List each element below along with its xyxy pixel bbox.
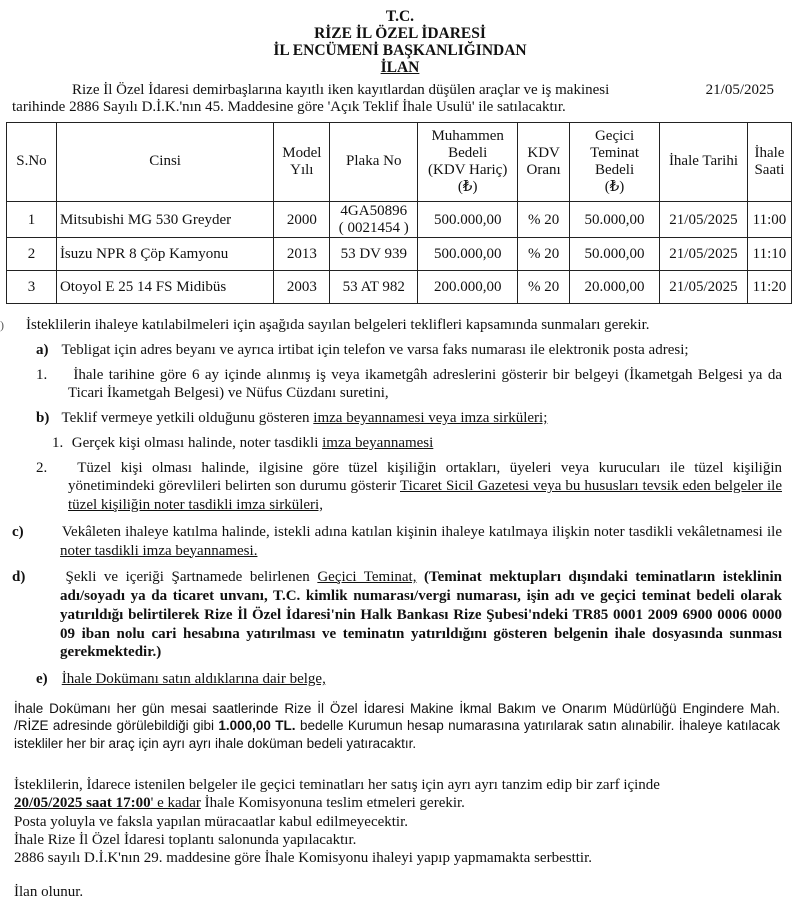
cell-saat: 11:00 <box>747 202 791 238</box>
req-c-label: c) <box>12 523 24 540</box>
col-header-muhammen-l1: Muhammen <box>431 127 504 144</box>
req-d-label: d) <box>12 569 26 586</box>
table-header-row <box>7 123 792 202</box>
closing-line-3: Posta yoluyla ve faksla yapılan müracaatlar kabul edilmeyecektir. <box>14 813 409 830</box>
req-e-label: e) <box>36 671 48 687</box>
intro-date: 21/05/2025 <box>705 82 774 98</box>
header-tc: T.C. <box>385 8 415 25</box>
cell-teminat: 20.000,00 <box>570 271 660 304</box>
dokuman-fee: 1.000,00 TL. <box>218 718 296 734</box>
col-header-saat <box>747 123 791 202</box>
closing-line-1: İsteklilerin, İdarece istenilen belgeler ile geçici teminatları her satış için ayrı ayrı tanzim edip bir zarf içinde <box>14 777 660 793</box>
cell-model: 2013 <box>274 238 330 271</box>
document-fee-paragraph <box>14 700 780 752</box>
cell-tarih: 21/05/2025 <box>660 238 748 271</box>
cell-muhammen: 200.000,00 <box>418 271 518 304</box>
col-header-muhammen <box>418 123 518 202</box>
dokuman-text-2: bedelle Kurumun hesap numarasına yatırılarak satın alınabilir. İhaleye katılacak istekliler her bir araç için ayrı ayrı ihale doküman bedeli yatıracaktır. <box>14 718 780 751</box>
table-row <box>7 202 792 238</box>
req-b2-text: Tüzel kişi olması halinde, ilgisine göre tüzel kişiliğin ortakları, üyeleri veya kurucuları ile tüzel kişiliğin yönetimindeki görevlileri belirten son durumu gösterir <box>68 459 782 495</box>
col-header-sno: S.No <box>7 123 57 202</box>
req-d-text: Şekli ve içeriği Şartnamede belirlenen <box>65 569 318 586</box>
cell-cinsi: Mitsubishi MG 530 Greyder <box>56 202 273 238</box>
col-header-tarih: İhale Tarihi <box>660 123 748 202</box>
cell-model: 2000 <box>274 202 330 238</box>
closing-final: İlan olunur. <box>14 884 84 901</box>
requirements-section <box>12 316 782 689</box>
requirements-intro: İsteklilerin ihaleye katılabilmeleri için aşağıda sayılan belgeleri teklifleri kapsamında sunmaları gerekir. <box>26 317 650 333</box>
cell-kdv: % 20 <box>518 238 570 271</box>
closing-line-5: 2886 sayılı D.İ.K'nın 29. maddesine göre İhale Komisyonu ihaleyi yapıp yapmamakta serbesttir. <box>14 850 592 867</box>
col-header-saat-l2: Saati <box>754 162 785 178</box>
col-header-teminat <box>570 123 660 202</box>
cell-saat: 11:20 <box>747 271 791 304</box>
cell-sno: 2 <box>7 238 57 271</box>
req-item-a <box>12 341 782 360</box>
intro-paragraph <box>12 82 782 117</box>
req-item-d <box>12 568 782 662</box>
closing-line-4: İhale Rize İl Özel İdaresi toplantı salonunda yapılacaktır. <box>14 831 357 848</box>
col-header-muhammen-l2: Bedeli <box>448 144 488 161</box>
cell-kdv: % 20 <box>518 202 570 238</box>
req-a1-num: 1. <box>36 366 48 383</box>
intro-line-2: tarihinde 2886 Sayılı D.İ.K.'nın 45. Maddesine göre 'Açık Teklif İhale Usulü' ile satılacaktır. <box>12 99 566 116</box>
cell-plaka-line2: ( 0021454 ) <box>338 219 409 236</box>
table-row <box>7 238 792 271</box>
req-b2-text-underlined: Ticaret Sicil Gazetesi veya bu hususları tevsik eden belgeler ile tüzel kişiliğin noter tasdikli imza sirküleri, <box>68 478 782 513</box>
cell-model: 2003 <box>274 271 330 304</box>
dokuman-text-1: İhale Dokümanı her gün mesai saatlerinde Rize İl Özel İdaresi Makine İkmal Bakım ve Onarım Müdürlüğü Engindere Mah. /RİZE adresinde görülebildiği gibi <box>14 701 780 734</box>
closing-deadline-rest: ' e kadar <box>150 795 201 812</box>
col-header-cinsi: Cinsi <box>56 123 273 202</box>
header-ilan: İLAN <box>380 59 420 77</box>
cell-teminat: 50.000,00 <box>570 238 660 271</box>
req-item-e <box>12 670 782 689</box>
cell-sno: 3 <box>7 271 57 304</box>
cell-saat: 11:10 <box>747 238 791 271</box>
cell-tarih: 21/05/2025 <box>660 271 748 304</box>
table-row <box>7 271 792 304</box>
col-header-kdv <box>518 123 570 202</box>
col-header-model-l1: Model <box>282 144 322 161</box>
closing-line-2 <box>14 794 780 812</box>
cell-sno: 1 <box>7 202 57 238</box>
req-a1-text: İhale tarihine göre 6 ay içinde alınmış iş veya ikametgâh adreslerini gösterir bir belgeyi (İkametgah Belgesi ya da Ticari İkametgah Belgesi) ve Nüfus Cüzdanı suretini, <box>68 366 782 402</box>
closing-line-2-rest: İhale Komisyonuna teslim etmeleri gerekir. <box>200 795 465 812</box>
cell-plaka: 53 DV 939 <box>330 238 418 271</box>
header-council: İL ENCÜMENİ BAŞKANLIĞINDAN <box>273 42 527 60</box>
scan-edge-mark: ) <box>0 318 4 332</box>
req-item-b2 <box>12 459 782 515</box>
auction-table <box>6 122 792 304</box>
closing-deadline: 20/05/2025 saat 17:00 <box>14 795 151 812</box>
col-header-teminat-l2: Teminat <box>590 144 640 161</box>
req-b1-text: Gerçek kişi olması halinde, noter tasdikli <box>71 434 323 451</box>
req-a-text: Tebligat için adres beyanı ve ayrıca irtibat için telefon ve varsa faks numarası ile elektronik posta adresi; <box>61 341 689 358</box>
req-d-text-bold: (Teminat mektupları dışındaki teminatların isteklinin adı/soyadı ya da ticaret unvanı, T.C. kimlik numarası/vergi numarası, işin adı ve geçici teminat bedeli olarak yatırıldığı belirtilerek Rize İl Özel İdaresi'nin Halk Bankası Rize Şubesi'ndeki TR85 0001 2009 6900 0006 0000 09 iban nolu cari hesabına yatırılması ve teminatın yatırıldığını gösteren belgenin ihale dosyasında sunması gerekmektedir.) <box>60 569 782 661</box>
cell-kdv: % 20 <box>518 271 570 304</box>
cell-cinsi: Otoyol E 25 14 FS Midibüs <box>56 271 273 304</box>
col-header-kdv-l2: Oranı <box>526 162 561 178</box>
req-d-text-underlined: Geçici Teminat, <box>317 569 417 586</box>
req-item-b <box>12 409 782 428</box>
req-item-b1 <box>12 434 782 453</box>
col-header-plaka: Plaka No <box>330 123 418 202</box>
req-b1-num: 1. <box>52 434 64 451</box>
col-header-teminat-l1: Geçici <box>594 127 635 144</box>
req-b2-num: 2. <box>36 459 48 476</box>
col-header-muhammen-l3: (KDV Hariç) <box>428 162 508 178</box>
req-item-a1 <box>28 366 782 404</box>
document-header <box>0 8 800 76</box>
cell-teminat: 50.000,00 <box>570 202 660 238</box>
cell-tarih: 21/05/2025 <box>660 202 748 238</box>
cell-cinsi: İsuzu NPR 8 Çöp Kamyonu <box>56 238 273 271</box>
cell-plaka: 53 AT 982 <box>330 271 418 304</box>
req-b-text: Teklif vermeye yetkili olduğunu gösteren <box>61 410 314 426</box>
col-header-teminat-l3: Bedeli <box>594 162 635 178</box>
col-header-kdv-l1: KDV <box>527 144 560 161</box>
req-b-text-underlined: imza beyannamesi veya imza sirküleri; <box>313 410 548 426</box>
col-header-model <box>274 123 330 202</box>
cell-plaka <box>330 202 418 238</box>
req-b-label: b) <box>36 410 50 426</box>
cell-plaka-line1: 4GA50896 <box>340 203 408 219</box>
req-e-text-underlined: İhale Dokümanı satın aldıklarına dair belge, <box>61 671 326 687</box>
req-c-text: Vekâleten ihaleye katılma halinde, istekli adına katılan kişinin ihaleye katılmaya ilişkin noter tasdikli vekâletnamesi ile <box>61 523 782 540</box>
col-header-model-l2: Yılı <box>290 162 314 178</box>
cell-muhammen: 500.000,00 <box>418 202 518 238</box>
col-header-saat-l1: İhale <box>754 144 785 161</box>
header-institution: RİZE İL ÖZEL İDARESİ <box>314 25 486 43</box>
col-header-muhammen-l4: (₺) <box>457 179 478 196</box>
req-b1-text-underlined: imza beyannamesi <box>322 434 434 451</box>
col-header-teminat-l4: (₺) <box>604 179 625 196</box>
req-c-text-underlined: noter tasdikli imza beyannamesi. <box>60 542 258 559</box>
req-a-label: a) <box>36 341 49 358</box>
intro-line-1: Rize İl Özel İdaresi demirbaşlarına kayıtlı iken kayıtlardan düşülen araçlar ve iş makinesi <box>72 82 610 98</box>
req-item-c <box>12 523 782 561</box>
closing-section <box>14 776 780 902</box>
cell-muhammen: 500.000,00 <box>418 238 518 271</box>
